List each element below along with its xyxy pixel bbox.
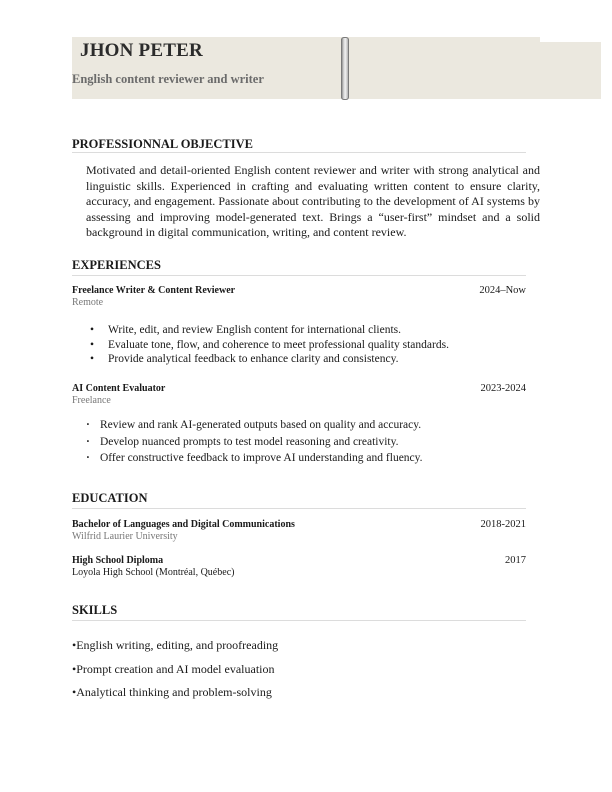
job-dates: 2024–Now bbox=[479, 285, 526, 296]
job-bullet-list bbox=[90, 323, 449, 367]
skill-item: •Analytical thinking and problem-solving bbox=[72, 685, 272, 699]
objective-rule bbox=[72, 152, 526, 153]
objective-heading: PROFESSIONNAL OBJECTIVE bbox=[72, 137, 253, 151]
degree-dates: 2017 bbox=[505, 555, 526, 566]
experiences-rule bbox=[72, 275, 526, 276]
candidate-name: JHON PETER bbox=[80, 40, 203, 61]
skills-rule bbox=[72, 620, 526, 621]
list-item bbox=[86, 417, 423, 434]
job-dates: 2023-2024 bbox=[480, 383, 526, 394]
experiences-heading: EXPERIENCES bbox=[72, 258, 161, 272]
list-item bbox=[90, 338, 449, 353]
education-rule bbox=[72, 508, 526, 509]
bullet-text: Offer constructive feedback to improve AI understanding and fluency. bbox=[100, 452, 423, 464]
skill-item: •English writing, editing, and proofreading bbox=[72, 638, 279, 652]
school-name: Loyola High School (Montréal, Québec) bbox=[72, 567, 235, 578]
skills-heading: SKILLS bbox=[72, 603, 118, 617]
job-title: AI Content Evaluator bbox=[72, 383, 166, 394]
header-divider-bar bbox=[341, 37, 349, 100]
degree-dates: 2018-2021 bbox=[480, 519, 526, 530]
candidate-title: English content reviewer and writer bbox=[72, 72, 264, 86]
skill-item: •Prompt creation and AI model evaluation bbox=[72, 662, 275, 676]
bullet-mark: • bbox=[90, 353, 95, 366]
school-name: Wilfrid Laurier University bbox=[72, 531, 178, 542]
bullet-text: Write, edit, and review English content for international clients. bbox=[108, 324, 402, 336]
education-heading: EDUCATION bbox=[72, 491, 148, 505]
bullet-text: Provide analytical feedback to enhance clarity and consistency. bbox=[108, 353, 399, 366]
bullet-text: Review and rank AI-generated outputs based on quality and accuracy. bbox=[100, 419, 422, 431]
bullet-mark: • bbox=[90, 338, 95, 351]
bullet-mark: · bbox=[86, 435, 90, 448]
bullet-mark: • bbox=[90, 324, 95, 336]
job-location: Freelance bbox=[72, 395, 111, 406]
list-item bbox=[90, 323, 449, 338]
list-item bbox=[86, 434, 423, 451]
header-band-notch bbox=[540, 37, 601, 42]
bullet-mark: · bbox=[86, 419, 90, 431]
bullet-text: Develop nuanced prompts to test model reasoning and creativity. bbox=[100, 435, 399, 448]
objective-text: Motivated and detail-oriented English content reviewer and writer with strong analytical and linguistic skills. Experienced in crafting and evaluating written content to ensure clarity, accuracy, and engagement. Passionate about contributing to the development of AI systems by assessing and improving model-generated text. Brings a “user-first” mindset and a solid background in digital communication, writing, and content review. bbox=[86, 163, 540, 239]
bullet-mark: · bbox=[86, 452, 90, 464]
degree-title: Bachelor of Languages and Digital Communications bbox=[72, 519, 295, 530]
job-bullet-list bbox=[86, 417, 423, 467]
list-item bbox=[86, 450, 423, 467]
bullet-text: Evaluate tone, flow, and coherence to meet professional quality standards. bbox=[108, 338, 449, 351]
degree-title: High School Diploma bbox=[72, 555, 164, 566]
job-title: Freelance Writer & Content Reviewer bbox=[72, 285, 236, 296]
job-location: Remote bbox=[72, 297, 104, 308]
list-item bbox=[90, 352, 449, 367]
